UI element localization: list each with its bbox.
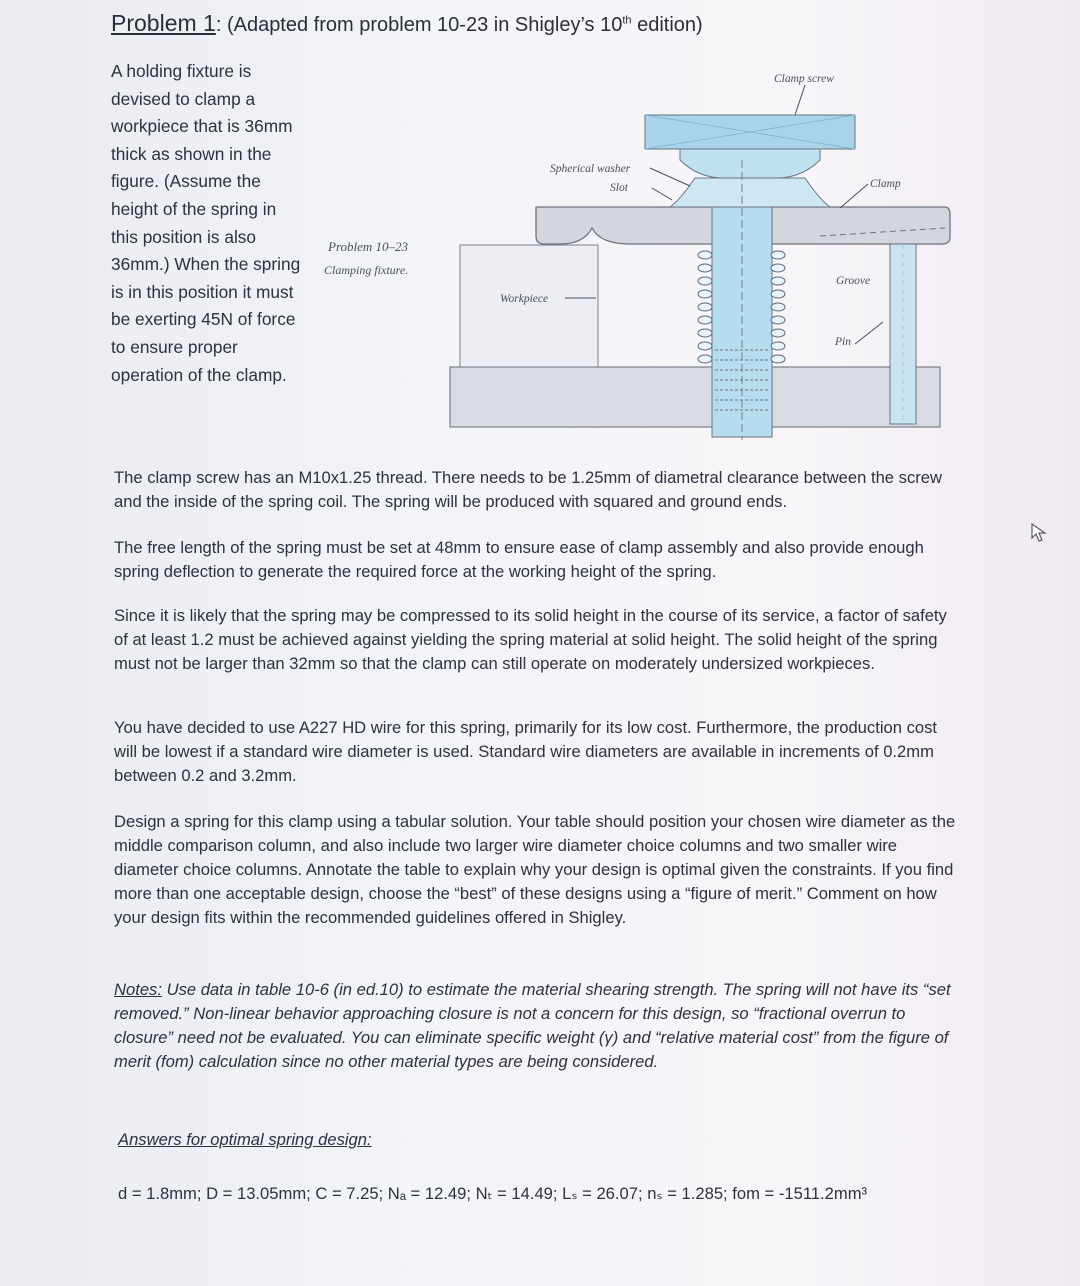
intro-paragraph: A holding fixture is devised to clamp a workpiece that is 36mm thick as shown in the figure. (Assume the height of the spring in this position is also 36mm.) When the spring is in this position it must be exerting 45N of force to ensure proper operation of the clamp. [111, 61, 301, 385]
title-text-end: edition) [631, 14, 703, 36]
label-clamp-screw: Clamp screw [774, 73, 834, 85]
spherical-washer [670, 178, 830, 207]
answers-values: d = 1.8mm; D = 13.05mm; C = 7.25; Nₐ = 12.49; Nₜ = 14.49; Lₛ = 26.07; nₛ = 1.285; fom = -1511.2mm³ [118, 1184, 868, 1203]
screw-flange [680, 149, 820, 178]
paragraph-free-length: The free length of the spring must be set at 48mm to ensure ease of clamp assembly and also provide enough spring deflection to generate the required force at the working height of the spring. [114, 538, 924, 581]
label-pin: Pin [835, 336, 851, 348]
notes-label: Notes: [114, 980, 162, 999]
leader-slot [652, 188, 672, 200]
leader-clamp-screw [795, 85, 805, 115]
answers-heading: Answers for optimal spring design: [118, 1130, 372, 1149]
mouse-pointer-icon [1030, 522, 1050, 544]
problem-title [111, 10, 703, 37]
notes-text: Use data in table 10-6 (in ed.10) to estimate the material shearing strength. The spring will not have its “set removed.” Non-linear behavior approaching closure is not a concern for this design, so “fractional overrun to closure” need not be evaluated. You can eliminate specific weight (γ) and “relative material cost” from the figure of merit (fom) calculation since no other material types are being considered. [114, 980, 951, 1071]
label-clamp: Clamp [870, 178, 901, 190]
leader-clamp [840, 184, 868, 208]
problem-number: Problem 1 [111, 10, 216, 36]
paragraph-wire: You have decided to use A227 HD wire for this spring, primarily for its low cost. Furthermore, the production cost will be lowest if a standard wire diameter is used. Standard wire diameters are available in increments of 0.2mm between 0.2 and 3.2mm. [114, 718, 938, 785]
base-plate [450, 367, 940, 427]
leader-pin [855, 322, 883, 344]
label-workpiece: Workpiece [500, 293, 549, 305]
figure-caption-title: Clamping fixture. [324, 263, 409, 277]
fixture-drawing [300, 60, 960, 450]
label-groove: Groove [836, 275, 871, 287]
notes-paragraph [114, 978, 964, 1074]
clamping-fixture-figure [300, 60, 960, 450]
paragraph-thread: The clamp screw has an M10x1.25 thread. There needs to be 1.25mm of diametral clearance between the screw and the inside of the spring coil. The spring will be produced with squared and ground ends. [114, 468, 942, 511]
label-spherical-washer: Spherical washer [550, 163, 631, 175]
figure-caption-number: Problem 10–23 [328, 239, 409, 254]
paragraph-design-task: Design a spring for this clamp using a tabular solution. Your table should position your chosen wire diameter as the middle comparison column, and also include two larger wire diameter choice columns and two smaller wire diameter choice columns. Annotate the table to explain why your design is optimal given the constraints. If you find more than one acceptable design, choose the “best” of these designs using a “figure of merit.” Comment on how your design fits within the recommended guidelines offered in Shigley. [114, 812, 956, 927]
leader-spherical-washer [650, 168, 690, 186]
workpiece-block [460, 245, 598, 367]
title-text: : (Adapted from problem 10-23 in Shigley’s 10 [215, 14, 623, 36]
paragraph-safety-factor: Since it is likely that the spring may be compressed to its solid height in the course of its service, a factor of safety of at least 1.2 must be achieved against yielding the spring material at solid height. The solid height of the spring must not be larger than 32mm so that the clamp can still operate on moderately undersized workpieces. [114, 606, 947, 673]
label-slot: Slot [610, 182, 628, 194]
title-superscript: th [622, 14, 632, 27]
